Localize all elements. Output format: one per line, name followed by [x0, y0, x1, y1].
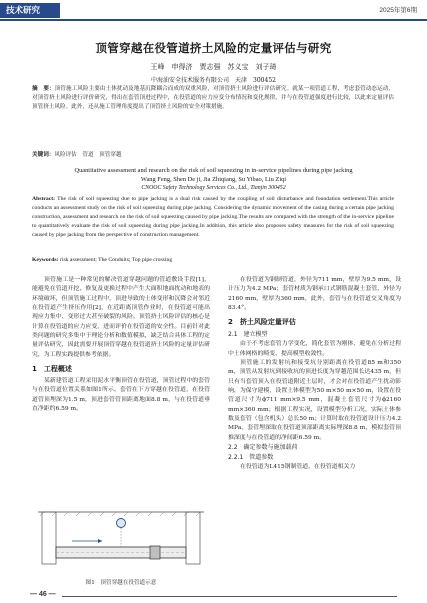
subsection-heading-2-1: 2.1 建立模型: [228, 331, 268, 339]
english-keywords-text: risk assessment; The Conduits; Top pipe crossing: [58, 257, 173, 263]
figure-caption: 图1 顶管穿越在役管道示意: [85, 580, 157, 586]
keywords-text: 风险评估 管道 顶管穿越: [54, 152, 122, 158]
header-rule: [0, 19, 427, 21]
abstract-label: 摘 要：: [32, 86, 55, 92]
english-keywords-label: Keywords:: [32, 257, 59, 263]
paper-title: 顶管穿越在役管道挤土风险的定量评估与研究: [95, 41, 332, 55]
receiving-shaft: [186, 512, 200, 564]
english-abstract: [32, 195, 394, 240]
section-tag: 技术研究: [0, 3, 60, 18]
model-setup-paragraph: 顶管施工的发射坑和接受坑分别距离在役管道85 m和350 m，顶管从发射坑到接收坑的顶进长度为穿越范围长达435 m，但只有当套管顶入在役管道附近土层时，才会对在役管道产生扰动影响，为保守建模，设置土体模型为50 m×50 m×50 m，设置在役管道尺寸为ϕ711 mm×9.5 mm，混凝土套管尺寸为ϕ2160 mm×360 mm；根据工程实况，设置模型分析工况，实际土体参数及套管（包含机头）总长50 m；计算时取在役管道设计压力4.2 MPa，套管埋深取在役管道顶部距离实际埋深8.8 m，模拟套管顶推深度与在役管道的净间距6.59 m。: [228, 360, 401, 441]
left-column: [32, 276, 210, 414]
chinese-keywords: [32, 151, 394, 160]
pipe-jacking-schematic: [32, 503, 210, 573]
jacking-head: [150, 546, 160, 559]
launch-shaft: [42, 512, 56, 564]
ground-hatch: [40, 512, 200, 516]
section-heading-2: 2 挤土风险定量评估: [228, 318, 296, 327]
intro-paragraph: 顶管施工是一种常见的解决管道穿越问题的管道敷设手段[1]，能避免在管道开挖、修复及更换过程中产生大面积地面扰动和地表的环境破坏，但顶管施工过程中，顶进导致的土体变形和沉降会对邻近在役管道产生挤压作用[2]，在近距离顶管作业时，在役管道可能出现应力集中、变形过大甚至破裂的风险。顶管挤土风险评估的核心是计算在役管道的应力应变，进而评价在役管道的安全性。目前针对此类问题的研究多集中于理论分析和数值模拟，缺乏结合具体工程的定量评估研究，因此需要开展顶管穿越在役管道挤土风险的定量评估研究，为工程实践提供参考依据。: [32, 277, 210, 358]
keywords-label: 关键词：: [32, 152, 55, 158]
in-service-pipe-section: [117, 519, 126, 528]
pipeline-spec-paragraph: 在役管道为钢制管道，外径为711 mm，壁厚为9.5 mm，设计压力为4.2 MPa；套管材质为钢承口式钢筋混凝土套管，外径为2160 mm，壁厚为360 mm，此外，套管与在役管道交叉角度为83.4°。: [228, 277, 401, 312]
chinese-abstract: [32, 85, 394, 112]
right-column: [228, 276, 401, 473]
english-affiliation: CNOOC Safety Technology Services Co., Ltd., Tianjin 300452: [141, 185, 286, 191]
pipe-parameters-paragraph: 在役管道为L415钢制管道，在役管道相关力: [240, 464, 356, 471]
subsection-heading-2-2: 2.2 确定参数与施加载荷: [228, 444, 298, 452]
author-list: 王峰 申得济 贾志强 苏义宝 刘子琦: [150, 63, 277, 71]
english-keywords: [32, 256, 394, 265]
section-heading-1: 1 工程概述: [32, 365, 72, 374]
page-number: — 46 —: [30, 591, 56, 598]
model-simplification-paragraph: 由于不考虑套管力学变化，简化套管为刚体，避免在分析过程中土体网格的畸变，提高模型收敛性。: [228, 341, 401, 357]
footer-rule: [62, 596, 397, 597]
project-overview-paragraph: 某新建管道工程采用泥水平衡顶管在役管道，顶管过程中的套管与在役管道位置关系如图1所示。套管在下方穿越在役管道，在役管道管顶埋深为1.5 m，顶进套管管顶距离地面8.8 m，与在役管道垂直净距约6.59 m。: [32, 378, 210, 413]
english-authors: Wang Feng, Shen De ji, Jia Zhiqiang, Su Yibao, Liu Ziqi: [140, 176, 287, 183]
jacking-direction-arrowhead: [98, 539, 102, 543]
figure-1: [32, 503, 210, 573]
english-abstract-label: Abstract:: [32, 196, 56, 202]
affiliation: 中海油安全技术服务有限公司 天津 300452: [151, 77, 276, 84]
page-footer: [0, 591, 427, 603]
english-abstract-text: The risk of soil squeezing due to pipe jacking is a dual risk caused by the coupling of soil disturbance and foundation settlement.This article conducts an assessment study on the risk of soil squeezing during pipe jacking. Considering the dynamic movement of the casing during a certain pipe jacking construction, assessment and research on the risk of soil squeezing caused by pipe jacking.The results are compared with the strength of the in-service pipeline to quantitatively evaluate the risk of soil squeezing during pipe jacking.In addition, this article also proposes safety measures for the risk of soil squeezing caused by pipe jacking from the perspective of construction management.: [32, 196, 394, 238]
abstract-text: 顶管施工风险主要由土体扰动及地基沉降耦合而成的双重风险，对顶管挤土风险进行评估研究。就某一项管道工程，考虑套管动态运动，对顶管挤土风险进行评价研究，得出在套管顶进过程中，在役管道的应力应变分布情况和变化规律，并与在役管道强度进行比较，以此来定量评估顶管挤土风险。此外，还从施工管理角度提出了顶管挤土风险的安全对策措施。: [32, 86, 394, 110]
subsection-heading-2-2-1: 2.2.1 管道参数: [228, 454, 274, 462]
english-title: Quantitative assessment and research on the risk of soil squeezing in in-service pipelines during pipe jacking: [74, 167, 353, 174]
journal-header: [0, 0, 427, 38]
issue-label: 2025年第6期: [379, 7, 417, 14]
